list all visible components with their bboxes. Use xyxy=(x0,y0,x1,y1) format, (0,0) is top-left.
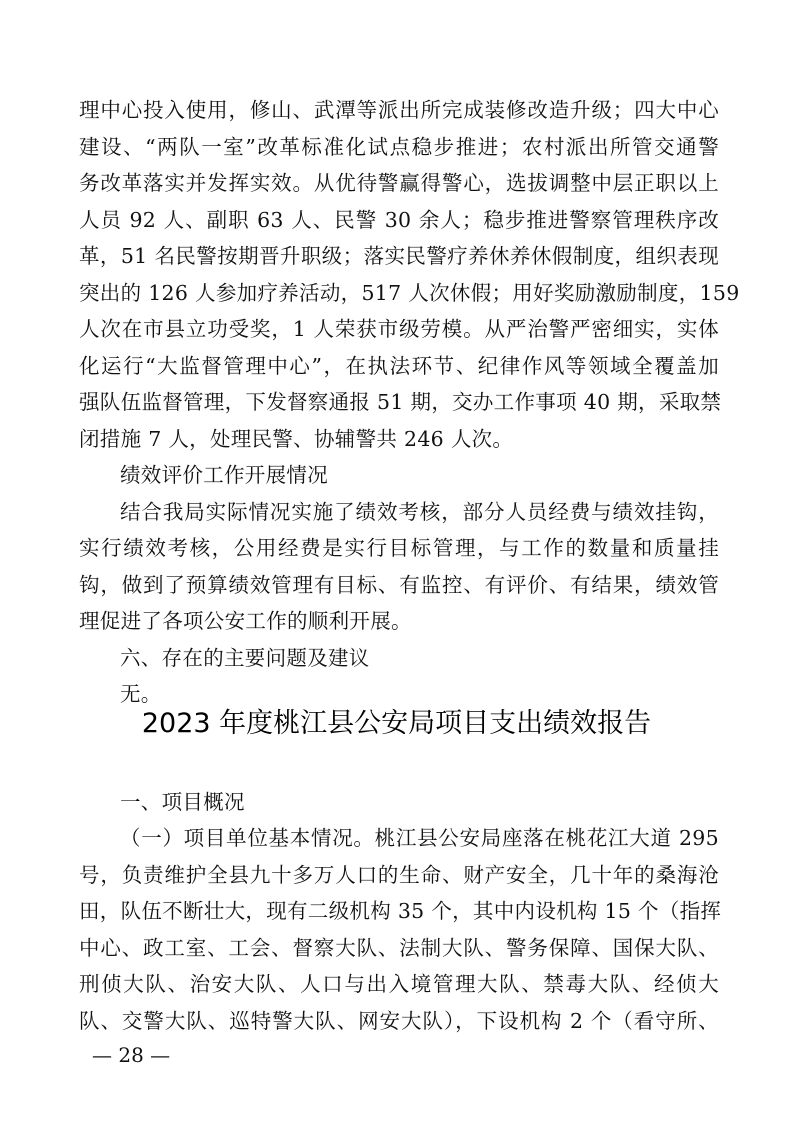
body-text-line: 号，负责维护全县九十多万人口的生命、财产安全，几十年的桑海沧 xyxy=(79,863,719,887)
section-6-heading: 六、存在的主要问题及建议 xyxy=(120,646,370,670)
report-title: 2023 年度桃江县公安局项目支出绩效报告 xyxy=(141,708,652,739)
body-text-line: 强队伍监督管理，下发督察通报 51 期，交办工作事项 40 期，采取禁 xyxy=(79,390,722,414)
body-text-line: 理促进了各项公安工作的顺利开展。 xyxy=(79,609,412,633)
page-number: — 28 — xyxy=(92,1043,171,1067)
section-1-heading: 一、项目概况 xyxy=(120,790,245,814)
body-text-line: 理中心投入使用，修山、武潭等派出所完成装修改造升级；四大中心 xyxy=(79,98,719,122)
body-text-line: 队、交警大队、巡特警大队、网安大队），下设机构 2 个（看守所、 xyxy=(79,1009,719,1033)
body-text-line: 人次在市县立功受奖，1 人荣获市级劳模。从严治警严密细实，实体 xyxy=(79,317,719,341)
perf-eval-heading: 绩效评价工作开展情况 xyxy=(120,463,328,487)
body-text-line: 突出的 126 人参加疗养活动，517 人次休假；用好奖励激励制度，159 xyxy=(79,281,740,305)
body-text-line: 化运行“大监督管理中心”，在执法环节、纪律作风等领域全覆盖加 xyxy=(79,354,719,378)
body-text-line: 实行绩效考核，公用经费是实行目标管理，与工作的数量和质量挂 xyxy=(79,536,719,560)
body-text-line: 务改革落实并发挥实效。从优待警赢得警心，选拔调整中层正职以上 xyxy=(79,171,719,195)
body-text-line: 钩，做到了预算绩效管理有目标、有监控、有评价、有结果，绩效管 xyxy=(79,573,719,597)
section-6-body: 无。 xyxy=(120,682,162,706)
body-text-line: 闭措施 7 人，处理民警、协辅警共 246 人次。 xyxy=(79,427,514,451)
body-text-line: 革，51 名民警按期晋升职级；落实民警疗养休养休假制度，组织表现 xyxy=(79,244,719,268)
body-text-line: 人员 92 人、副职 63 人、民警 30 余人；稳步推进警察管理秩序改 xyxy=(79,208,719,232)
body-text-line: 田，队伍不断壮大，现有二级机构 35 个，其中内设机构 15 个（指挥 xyxy=(79,899,722,923)
body-text-line: 中心、政工室、工会、督察大队、法制大队、警务保障、国保大队、 xyxy=(79,936,719,960)
body-text-line: 结合我局实际情况实施了绩效考核，部分人员经费与绩效挂钩， xyxy=(120,500,719,524)
body-text-line: （一）项目单位基本情况。桃江县公安局座落在桃花江大道 295 xyxy=(120,826,719,850)
body-text-line: 建设、“两队一室”改革标准化试点稳步推进；农村派出所管交通警 xyxy=(79,135,719,159)
body-text-line: 刑侦大队、治安大队、人口与出入境管理大队、禁毒大队、经侦大 xyxy=(79,972,719,996)
